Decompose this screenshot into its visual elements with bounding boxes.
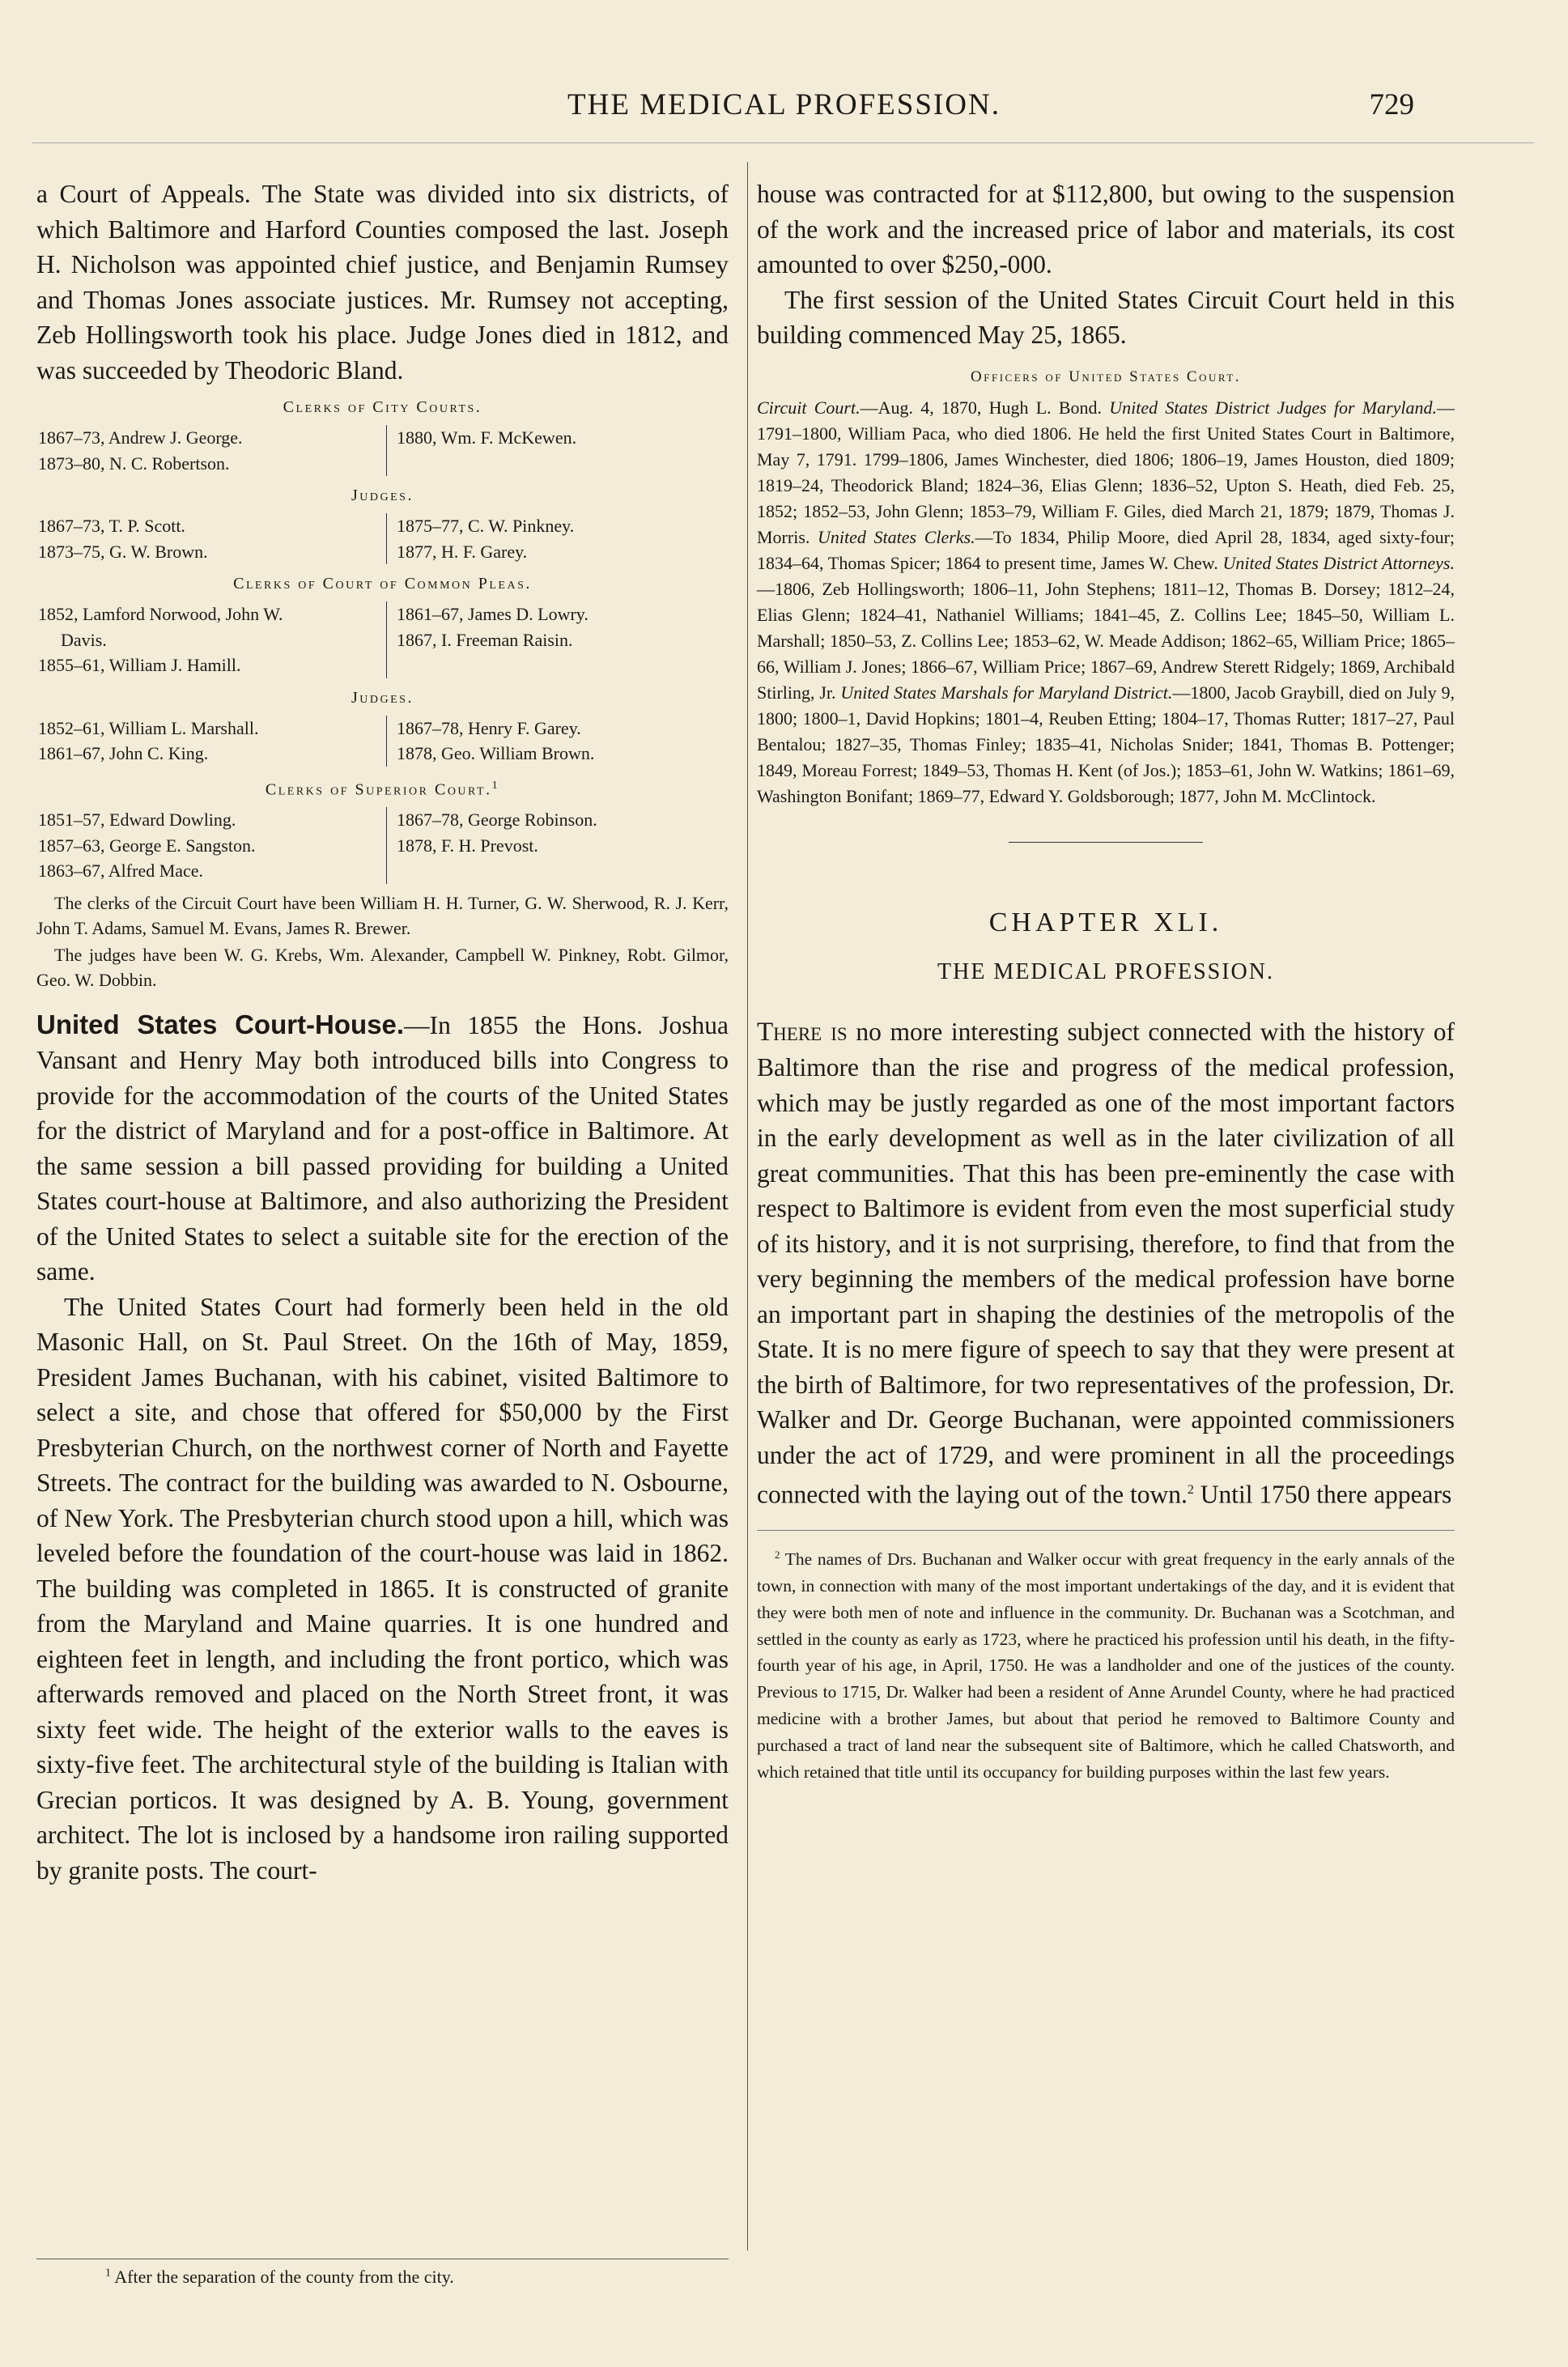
left-column [36, 176, 729, 1888]
right-column [757, 176, 1455, 1785]
paragraph: a Court of Appeals. The State was divided into six districts, of which Baltimore and Harford Counties composed the last. Joseph H. Nicholson was appointed chief justice, and Benjamin Rumsey and Thomas Jones associate justices. Mr. Rumsey not accepting, Zeb Hollingsworth took his place. Judge Jones died in 1812, and was succeeded by Theodoric Bland. [36, 180, 729, 385]
list-entry: 1857–63, George E. Sangston. [38, 835, 256, 856]
list-heading: Clerks of City Courts. [283, 398, 482, 416]
running-head [32, 87, 1536, 136]
running-title: THE MEDICAL PROFESSION. [567, 88, 1001, 121]
list-entry: 1880, Wm. F. McKewen. [397, 427, 577, 448]
footnote-rule [757, 1530, 1455, 1531]
list-entry: 1875–77, C. W. Pinkney. [397, 516, 575, 536]
list-heading: Clerks of Court of Common Pleas. [233, 575, 532, 593]
list-entry: 1861–67, James D. Lowry. [397, 604, 589, 624]
section-heading: United States Court-House. [36, 1009, 405, 1039]
chapter-subtitle: THE MEDICAL PROFESSION. [937, 958, 1274, 984]
paragraph: There is no more interesting subject connected with the history of Baltimore than the rise and progress of the medical profession, which may be justly regarded as one of the most important factors in the early development as well as in the later civilization of all great communities. That this has been pre-eminently the case with respect to Baltimore is evident from even the most superficial study of its history, and it is not surprising, therefore, to find that from the very beginning the members of the medical profession have borne an important part in shaping the destinies of the metropolis of the State. It is no mere figure of speech to say that they were present at the birth of Baltimore, for two representatives of the profession, Dr. Walker and Dr. George Buchanan, were appointed commissioners under the act of 1729, and were prominent in all the proceedings connected with the laying out of the town.$^2$ Until 1750 there appears [757, 1017, 1455, 1509]
officers-list: Circuit Court.—Aug. 4, 1870, Hugh L. Bond. United States District Judges for Maryland.—1791–1800, William Paca, who died 1806. He held the first United States Court in Baltimore, May 7, 1791. 1799–1806, James Winchester, died 1806; 1806–19, James Houston, died 1809; 1819–24, Theodorick Bland; 1824–36, Elias Glenn; 1836–52, Upton S. Heath, died Feb. 25, 1852; 1852–53, John Glenn; 1853–79, William F. Giles, died March 21, 1879; 1879, Thomas J. Morris. United States Clerks.—To 1834, Philip Moore, died April 28, 1834, aged sixty-four; 1834–64, Thomas Spicer; 1864 to present time, James W. Chew. United States District Attorneys.—1806, Zeb Hollingsworth; 1806–11, John Stephens; 1811–12, Thomas B. Dorsey; 1812–24, Elias Glenn; 1824–41, Nathaniel Williams; 1841–45, Z. Collins Lee; 1845–50, William L. Marshall; 1850–53, Z. Collins Lee; 1853–62, W. Meade Addison; 1862–65, William Price; 1865–66, William J. Jones; 1866–67, William Price; 1867–69, Andrew Sterett Ridgely; 1869, Archibald Stirling, Jr. United States Marshals for Maryland District.—1800, Jacob Graybill, died on July 9, 1800; 1800–1, David Hopkins; 1801–4, Reuben Etting; 1804–17, Thomas Rutter; 1817–27, Paul Bentalou; 1827–35, Thomas Finley; 1835–41, Nicholas Snider; 1841, Thomas B. Pottenger; 1849, Moreau Forrest; 1849–53, Thomas H. Kent (of Jos.); 1853–61, John W. Watkins; 1861–69, Washington Bonifant; 1869–77, Edward Y. Goldsborough; 1877, John M. McClintock. [757, 397, 1455, 806]
column-divider [747, 162, 748, 2250]
footnote: $^2$ The names of Drs. Buchanan and Walker occur with great frequency in the early annals of the town, in connection with many of the most important undertakings of the day, and it is evident that they were both men of note and influence in the community. Dr. Buchanan was a Scotchman, and settled in the county as early as 1723, where he practiced his profession until his death, in the fifty-fourth year of his age, in April, 1750. He was a landholder and one of the justices of the county. Previous to 1715, Dr. Walker had been a resident of Anne Arundel County, where he had practiced medicine with a brother James, but about that period he removed to Baltimore County and purchased a tract of land near the subsequent site of Baltimore, which he called Chatsworth, and which retained that title until its occupancy for building purposes within the last few years. [757, 1549, 1455, 1782]
list-entry: 1867–78, Henry F. Garey. [397, 717, 581, 738]
list-entry: 1852, Lamford Norwood, John W. [38, 604, 283, 624]
list-entry: 1877, H. F. Garey. [397, 541, 528, 562]
list-entry: 1873–75, G. W. Brown. [38, 541, 208, 562]
judges-list [36, 716, 729, 767]
common-pleas-list [36, 601, 729, 678]
list-entry: 1851–57, Edward Dowling. [38, 810, 236, 831]
note: The judges have been W. G. Krebs, Wm. Alexander, Campbell W. Pinkney, Robt. Gilmor, Geo. W. Dobbin. [36, 944, 729, 990]
note: The clerks of the Circuit Court have been William H. H. Turner, G. W. Sherwood, R. J. Kerr, John T. Adams, Samuel M. Evans, James R. Brewer. [36, 892, 729, 938]
list-entry: 1867, I. Freeman Raisin. [397, 629, 573, 650]
list-entry: 1855–61, William J. Hamill. [38, 655, 241, 675]
paragraph: house was contracted for at $112,800, but owing to the suspension of the work and the increased price of labor and materials, its cost amounted to over $250,-000. [757, 180, 1455, 278]
list-entry: 1863–67, Alfred Mace. [38, 861, 204, 882]
superior-court-list [36, 807, 729, 884]
judges-list [36, 513, 729, 564]
list-entry: 1852–61, William L. Marshall. [38, 717, 259, 738]
chapter-title: CHAPTER XLI. [988, 907, 1223, 937]
paragraph: The first session of the United States Circuit Court held in this building commenced May 25, 1865. [757, 285, 1455, 349]
list-entry: 1861–67, John C. King. [38, 743, 209, 763]
footnote: $^1$ After the separation of the county from the city. [105, 2267, 454, 2287]
paragraph: United States Court-House.—In 1855 the Hons. Joshua Vansant and Henry May both introduced bills into Congress to provide for the accommodation of the courts of the United States for the district of Maryland and for a post-office in Baltimore. At the same session a bill passed providing for building a United States court-house at Baltimore, and also authorizing the President of the United States to select a suitable site for the erection of the same. [36, 1009, 729, 1286]
list-heading: Officers of United States Court. [971, 368, 1241, 385]
page-number: 729 [1369, 88, 1414, 121]
list-entry: Davis. [61, 629, 107, 650]
list-heading: Judges. [351, 487, 414, 504]
list-heading: Clerks of Superior Court.$^1$ [265, 779, 500, 799]
footnote-marker: 1 [491, 779, 500, 792]
list-entry: 1867–78, George Robinson. [397, 810, 597, 831]
list-entry: 1867–73, T. P. Scott. [38, 516, 185, 536]
header-rule [32, 142, 1534, 143]
list-heading: Judges. [351, 688, 414, 707]
list-entry: 1873–80, N. C. Robertson. [38, 453, 230, 474]
list-entry: 1878, F. H. Prevost. [397, 835, 538, 856]
list-entry: 1878, Geo. William Brown. [397, 743, 595, 763]
list-entry: 1867–73, Andrew J. George. [38, 427, 243, 448]
footnote-marker: 2 [1187, 1483, 1194, 1497]
paragraph: The United States Court had formerly been held in the old Masonic Hall, on St. Paul Street. On the 16th of May, 1859, President James Buchanan, with his cabinet, visited Baltimore to select a site, and chose that offered for $50,000 by the First Presbyterian Church, on the northwest corner of North and Fayette Streets. The contract for the building was awarded to N. Osbourne, of New York. The Presbyterian church stood upon a hill, which was leveled before the foundation of the court-house was laid in 1862. The building was completed in 1865. It is constructed of granite from the Maryland and Maine quarries. It is one hundred and eighteen feet in length, and including the front portico, which was afterwards removed and placed on the North Street front, it was sixty feet wide. The height of the exterior walls to the eaves is sixty-five feet. The architectural style of the building is Italian with Grecian porticos. It was designed by A. B. Young, government architect. The lot is inclosed by a handsome iron railing supported by granite posts. The court- [36, 1292, 729, 1885]
city-clerks-list [36, 425, 729, 476]
section-rule [1009, 842, 1203, 843]
